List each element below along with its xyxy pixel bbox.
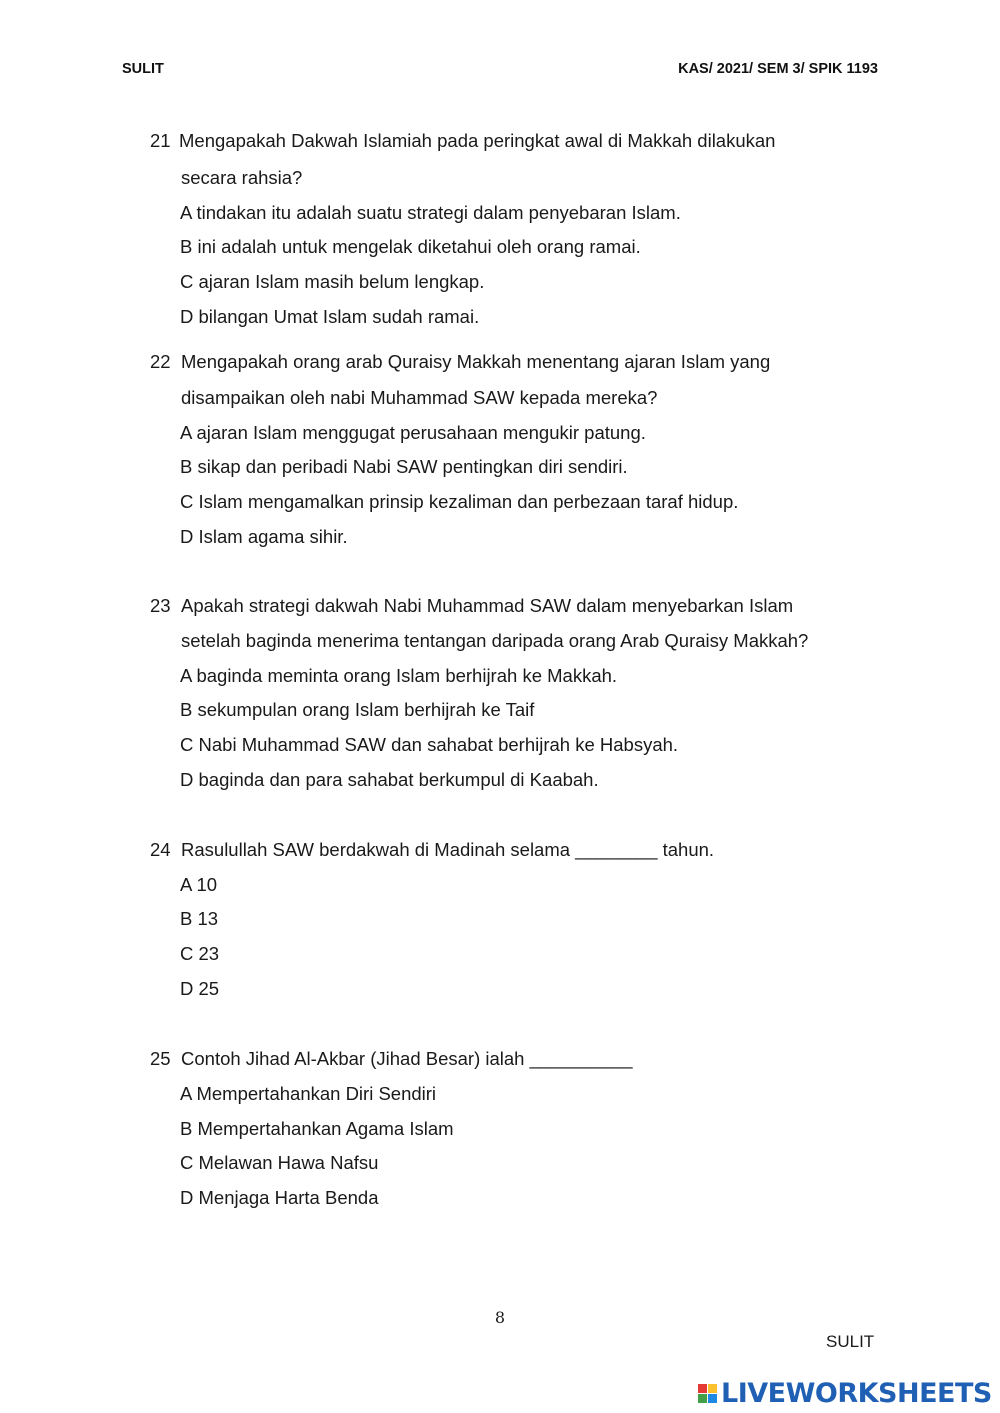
question-number: 21 [150, 130, 171, 151]
logo-square [698, 1394, 707, 1403]
question-text: secara rahsia? [181, 167, 303, 188]
option-c[interactable]: C Melawan Hawa Nafsu [180, 1152, 379, 1173]
question-text: Mengapakah orang arab Quraisy Makkah menentang ajaran Islam yang [181, 351, 771, 372]
logo-square [708, 1394, 717, 1403]
question-number: 25 [150, 1048, 171, 1069]
option-c[interactable]: C 23 [180, 943, 220, 964]
option-d[interactable]: D bilangan Umat Islam sudah ramai. [180, 306, 480, 327]
question-text: Apakah strategi dakwah Nabi Muhammad SAW dalam menyebarkan Islam [181, 595, 794, 616]
option-d[interactable]: D Islam agama sihir. [180, 526, 348, 547]
question-number: 23 [150, 595, 171, 616]
option-c[interactable]: C Nabi Muhammad SAW dan sahabat berhijrah ke Habsyah. [180, 734, 679, 755]
option-b[interactable]: B ini adalah untuk mengelak diketahui oleh orang ramai. [180, 236, 641, 257]
option-d[interactable]: D Menjaga Harta Benda [180, 1187, 379, 1208]
logo-square [708, 1384, 717, 1393]
option-a[interactable]: A 10 [180, 874, 218, 895]
footer-sulit: SULIT [826, 1332, 875, 1351]
question-text: Contoh Jihad Al-Akbar (Jihad Besar) ialah __________ [181, 1048, 633, 1069]
question-number: 22 [150, 351, 171, 372]
option-b[interactable]: B Mempertahankan Agama Islam [180, 1118, 454, 1139]
liveworksheets-text: LIVEWORKSHEETS [721, 1377, 992, 1409]
option-b[interactable]: B sikap dan peribadi Nabi SAW pentingkan diri sendiri. [180, 456, 628, 477]
option-c[interactable]: C Islam mengamalkan prinsip kezaliman dan perbezaan taraf hidup. [180, 491, 739, 512]
liveworksheets-logo-icon [698, 1384, 717, 1403]
option-a[interactable]: A ajaran Islam menggugat perusahaan mengukir patung. [180, 422, 646, 443]
option-d[interactable]: D 25 [180, 978, 220, 999]
liveworksheets-watermark[interactable] [698, 1376, 992, 1410]
page-number: 8 [494, 1308, 506, 1327]
option-a[interactable]: A Mempertahankan Diri Sendiri [180, 1083, 437, 1104]
option-c[interactable]: C ajaran Islam masih belum lengkap. [180, 271, 485, 292]
header-left: SULIT [122, 61, 164, 77]
header-right: KAS/ 2021/ SEM 3/ SPIK 1193 [678, 61, 878, 77]
option-d[interactable]: D baginda dan para sahabat berkumpul di Kaabah. [180, 769, 599, 790]
option-a[interactable]: A baginda meminta orang Islam berhijrah ke Makkah. [180, 665, 618, 686]
option-b[interactable]: B sekumpulan orang Islam berhijrah ke Taif [180, 699, 535, 720]
option-b[interactable]: B 13 [180, 908, 219, 929]
question-text: Mengapakah Dakwah Islamiah pada peringkat awal di Makkah dilakukan [179, 130, 776, 151]
question-text: Rasulullah SAW berdakwah di Madinah selama ________ tahun. [181, 839, 715, 860]
logo-square [698, 1384, 707, 1393]
question-number: 24 [150, 839, 171, 860]
question-text: setelah baginda menerima tentangan daripada orang Arab Quraisy Makkah? [181, 630, 809, 651]
question-text: disampaikan oleh nabi Muhammad SAW kepada mereka? [181, 387, 658, 408]
option-a[interactable]: A tindakan itu adalah suatu strategi dalam penyebaran Islam. [180, 202, 681, 223]
